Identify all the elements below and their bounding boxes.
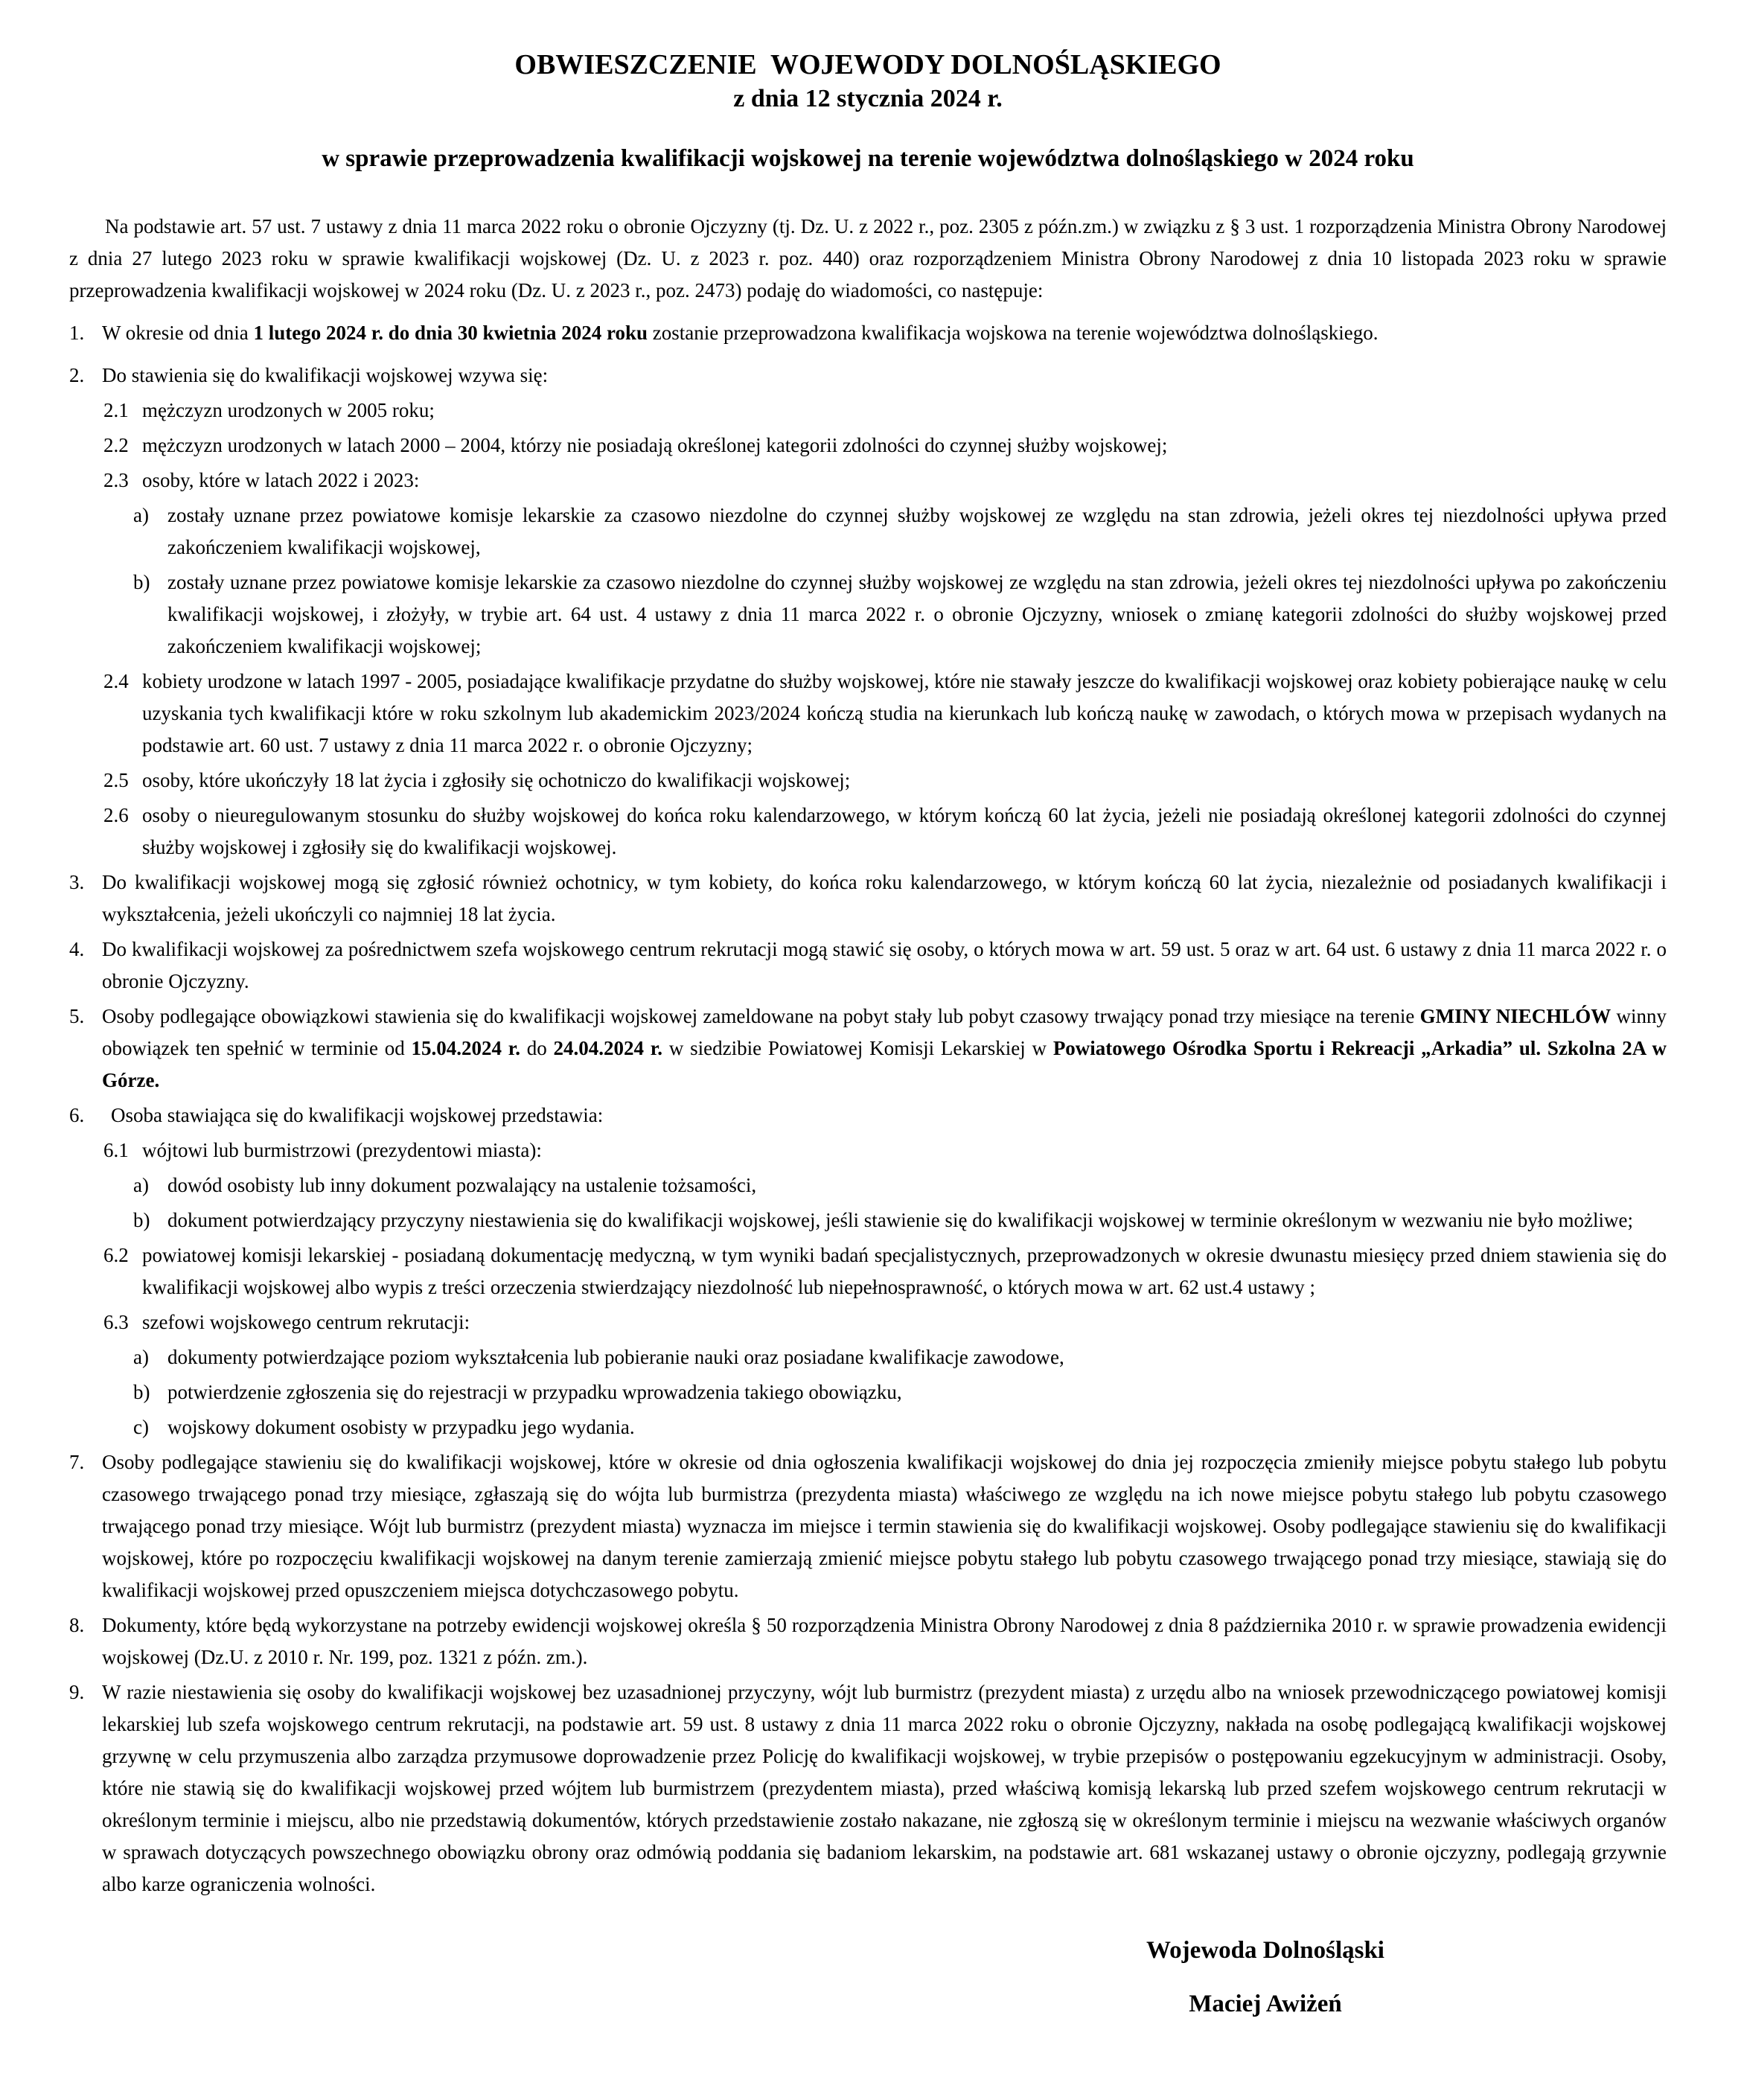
list-item-1 [69, 317, 1667, 349]
list-item-2-6 [103, 800, 1667, 864]
signature-role: Wojewoda Dolnośląski [1146, 1937, 1384, 1964]
item-text: zostanie przeprowadzona kwalifikacja wojskowa na terenie województwa dolnośląskiego. [648, 322, 1379, 344]
item-text: Do kwalifikacji wojskowej za pośrednictwem szefa wojskowego centrum rekrutacji mogą stawić się osoby, o których mowa w art. 59 ust. 5 oraz w art. 64 ust. 6 ustawy z dnia 11 marca 2022 r. o obronie Ojczyzny. [102, 938, 1667, 992]
list-item-2-3 [103, 465, 1667, 497]
list-item-4 [69, 933, 1667, 998]
item-number: 5. [69, 1005, 85, 1027]
item-text: osoby o nieuregulowanym stosunku do służby wojskowej do końca roku kalendarzowego, w którym kończą 60 lat życia, jeżeli nie posiadają określonej kategorii zdolności do czynnej służby wojskowej i zgłosiły się do kwalifikacji wojskowej. [142, 804, 1667, 858]
list-item-9 [69, 1676, 1667, 1900]
intro-paragraph: Na podstawie art. 57 ust. 7 ustawy z dnia 11 marca 2022 roku o obronie Ojczyzny (tj. Dz. U. z 2022 r., poz. 2305 z późn.zm.) w związku z § 3 ust. 1 rozporządzenia Ministra Obrony Narodowej z dnia 27 lutego 2023 roku w sprawie kwalifikacji wojskowej (Dz. U. z 2023 r. poz. 440) oraz rozporządzeniem Ministra Obrony Narodowej z dnia 10 listopada 2023 roku w sprawie przeprowadzenia kwalifikacji wojskowej w 2024 roku (Dz. U. z 2023 r., poz. 2473) podaję do wiadomości, co następuje: [69, 215, 1667, 301]
item-number: 2.2 [103, 434, 129, 456]
item-text-bold: Powiatowego Ośrodka Sportu i Rekreacji „Arkadia” ul. Szkolna 2A w Górze. [102, 1037, 1667, 1091]
list-item-2 [69, 360, 1667, 392]
item-text: Do stawienia się do kwalifikacji wojskowej wzywa się: [102, 364, 549, 386]
item-text: powiatowej komisji lekarskiej - posiadaną dokumentację medyczną, w tym wyniki badań specjalistycznych, przeprowadzonych w okresie dwunastu miesięcy przed dniem stawienia się do kwalifikacji wojskowej albo wypis z treści orzeczenia stwierdzający niezdolność lub niepełnosprawność, o których mowa w art. 62 ust.4 ustawy ; [142, 1244, 1667, 1298]
list-item-6-1-a [133, 1169, 1667, 1201]
item-text: dokumenty potwierdzające poziom wykształcenia lub pobieranie nauki oraz posiadane kwalifikacje zawodowe, [167, 1346, 1064, 1368]
list-item-6-3 [103, 1306, 1667, 1338]
item-number: 2.6 [103, 804, 129, 826]
signature-name: Maciej Awiżeń [1189, 1991, 1342, 2017]
list-item-6-2 [103, 1239, 1667, 1303]
item-text: zostały uznane przez powiatowe komisje lekarskie za czasowo niezdolne do czynnej służby wojskowej ze względu na stan zdrowia, jeżeli okres tej niezdolności upływa po zakończeniu kwalifikacji wojskowej, i złożyły, w trybie art. 64 ust. 4 ustawy z dnia 11 marca 2022 r. o obronie Ojczyzny, wniosek o zmianę kategorii zdolności do służby wojskowej przed zakończeniem kwalifikacji wojskowej; [167, 571, 1667, 657]
item-text: W razie niestawienia się osoby do kwalifikacji wojskowej bez uzasadnionej przyczyny, wójt lub burmistrz (prezydent miasta) z urzędu albo na wniosek przewodniczącego powiatowej komisji lekarskiej lub szefa wojskowego centrum rekrutacji, na podstawie art. 59 ust. 8 ustawy z dnia 11 marca 2022 roku o obronie Ojczyzny, nakłada na osobę podlegającą kwalifikacji wojskowej grzywnę w celu przymuszenia albo zarządza przymusowe doprowadzenie przez Policję do kwalifikacji wojskowej, w trybie przepisów o postępowaniu egzekucyjnym w administracji. Osoby, które nie stawią się do kwalifikacji wojskowej przed wójtem lub burmistrzem (prezydentem miasta), przed właściwą komisją lekarską lub przed szefem wojskowego centrum rekrutacji w określonym terminie i miejscu, albo nie przedstawią dokumentów, których przedstawienie zostało nakazane, nie zgłoszą się w określonym terminie i miejscu na wezwanie właściwych organów w sprawach dotyczących powszechnego obowiązku obrony oraz odmówią poddania się badaniom lekarskim, na podstawie art. 681 wskazanej ustawy o obronie ojczyzny, podlegają grzywnie albo karze ograniczenia wolności. [102, 1681, 1667, 1895]
item-text: Osoby podlegające stawieniu się do kwalifikacji wojskowej, które w okresie od dnia ogłoszenia kwalifikacji wojskowej do dnia jej rozpoczęcia zmieniły miejsce pobytu stałego lub pobytu czasowego trwającego ponad trzy miesiące, zgłaszają się do wójta lub burmistrza (prezydenta miasta) właściwego ze względu na ich nowe miejsce pobytu stałego lub pobytu czasowego trwającego ponad trzy miesiące. Wójt lub burmistrz (prezydent miasta) wyznacza im miejsce i termin stawienia się do kwalifikacji wojskowej. Osoby podlegające stawieniu się do kwalifikacji wojskowej, które po rozpoczęciu kwalifikacji wojskowej na danym terenie zamierzają zmienić miejsce pobytu stałego lub pobytu czasowego trwającego ponad trzy miesiące, stawiają się do kwalifikacji wojskowej przed opuszczeniem miejsca dotychczasowego pobytu. [102, 1451, 1667, 1601]
item-number: a) [133, 1346, 149, 1368]
list-item-6 [69, 1100, 1667, 1132]
item-number: b) [133, 1209, 150, 1231]
item-number: 6.2 [103, 1244, 129, 1266]
item-number: b) [133, 1381, 150, 1403]
list-item-2-3-a [133, 500, 1667, 564]
signature-block [1042, 1935, 1489, 2020]
list-item-5 [69, 1000, 1667, 1097]
item-text: do [520, 1037, 554, 1059]
item-number: 2. [69, 364, 85, 386]
item-number: 1. [69, 322, 85, 344]
item-text: kobiety urodzone w latach 1997 - 2005, posiadające kwalifikacje przydatne do służby wojskowej, które nie stawały jeszcze do kwalifikacji wojskowej oraz kobiety pobierające naukę w celu uzyskania tych kwalifikacji które w roku szkolnym lub akademickim 2023/2024 kończą studia na kierunkach lub kończą naukę w zawodach, o których mowa w przepisach wydanych na podstawie art. 60 ust. 7 ustawy z dnia 11 marca 2022 r. o obronie Ojczyzny; [142, 670, 1667, 756]
item-number: 2.3 [103, 469, 129, 491]
item-number: a) [133, 1174, 149, 1196]
item-number: 2.4 [103, 670, 129, 692]
item-text-bold: 15.04.2024 r. [411, 1037, 520, 1059]
item-number: 6.3 [103, 1311, 129, 1333]
list-item-2-5 [103, 765, 1667, 797]
list-item-6-3-b [133, 1376, 1667, 1408]
item-text-bold: 1 lutego 2024 r. do dnia 30 kwietnia 2024 roku [253, 322, 648, 344]
list-item-6-3-a [133, 1341, 1667, 1373]
item-number: 8. [69, 1614, 85, 1636]
list-item-6-1 [103, 1134, 1667, 1167]
item-text: Osoba stawiająca się do kwalifikacji wojskowej przedstawia: [111, 1104, 604, 1126]
item-number: 6. [69, 1104, 85, 1126]
item-text: szefowi wojskowego centrum rekrutacji: [142, 1311, 470, 1333]
document-title: OBWIESZCZENIE WOJEWODY DOLNOŚLĄSKIEGO [514, 49, 1221, 80]
item-text: mężczyzn urodzonych w latach 2000 – 2004, którzy nie posiadają określonej kategorii zdolności do czynnej służby wojskowej; [142, 434, 1168, 456]
item-text: potwierdzenie zgłoszenia się do rejestracji w przypadku wprowadzenia takiego obowiązku, [167, 1381, 902, 1403]
list-item-6-1-b [133, 1204, 1667, 1236]
item-text-bold: 24.04.2024 r. [553, 1037, 663, 1059]
item-text: mężczyzn urodzonych w 2005 roku; [142, 399, 435, 421]
list-item-3 [69, 867, 1667, 931]
item-number: 2.5 [103, 769, 129, 791]
list-item-2-3-b [133, 567, 1667, 663]
list-item-7 [69, 1446, 1667, 1606]
list-item-8 [69, 1609, 1667, 1673]
item-number: 6.1 [103, 1139, 129, 1161]
item-text: osoby, które w latach 2022 i 2023: [142, 469, 420, 491]
item-text: Dokumenty, które będą wykorzystane na potrzeby ewidencji wojskowej określa § 50 rozporządzenia Ministra Obrony Narodowej z dnia 8 października 2010 r. w sprawie prowadzenia ewidencji wojskowej (Dz.U. z 2010 r. Nr. 199, poz. 1321 z późn. zm.). [102, 1614, 1667, 1668]
item-text: winny obowiązek ten spełnić w terminie od [102, 1005, 1667, 1059]
item-text: wojskowy dokument osobisty w przypadku jego wydania. [167, 1416, 635, 1438]
item-number: b) [133, 571, 150, 593]
document-subject: w sprawie przeprowadzenia kwalifikacji wojskowej na terenie województwa dolnośląskiego w 2024 roku [322, 145, 1414, 172]
item-number: c) [133, 1416, 149, 1438]
item-text: W okresie od dnia [102, 322, 254, 344]
item-text-bold: GMINY NIECHLÓW [1419, 1005, 1611, 1027]
item-text: Do kwalifikacji wojskowej mogą się zgłosić również ochotnicy, w tym kobiety, do końca roku kalendarzowego, w którym kończą 60 lat życia, niezależnie od posiadanych kwalifikacji i wykształcenia, jeżeli ukończyli co najmniej 18 lat życia. [102, 871, 1667, 925]
list-item-2-1 [103, 395, 1667, 427]
list-item-6-3-c [133, 1411, 1667, 1443]
item-number: 3. [69, 871, 85, 893]
item-number: 4. [69, 938, 85, 960]
item-text: zostały uznane przez powiatowe komisje lekarskie za czasowo niezdolne do czynnej służby wojskowej ze względu na stan zdrowia, jeżeli okres tej niezdolności upływa przed zakończeniem kwalifikacji wojskowej, [167, 504, 1667, 558]
item-text: Osoby podlegające obowiązkowi stawienia się do kwalifikacji wojskowej zameldowane na pobyt stały lub pobyt czasowy trwający ponad trzy miesiące na terenie [102, 1005, 1420, 1027]
item-text: w siedzibie Powiatowej Komisji Lekarskiej w [662, 1037, 1053, 1059]
item-text: osoby, które ukończyły 18 lat życia i zgłosiły się ochotniczo do kwalifikacji wojskowej; [142, 769, 851, 791]
item-number: 9. [69, 1681, 85, 1703]
item-number: a) [133, 504, 149, 526]
item-number: 7. [69, 1451, 85, 1473]
item-text: wójtowi lub burmistrzowi (prezydentowi miasta): [142, 1139, 542, 1161]
item-text: dowód osobisty lub inny dokument pozwalający na ustalenie tożsamości, [167, 1174, 757, 1196]
document-date: z dnia 12 stycznia 2024 r. [733, 85, 1003, 112]
list-item-2-2 [103, 430, 1667, 462]
list-item-2-4 [103, 666, 1667, 762]
item-number: 2.1 [103, 399, 129, 421]
item-text: dokument potwierdzający przyczyny niestawienia się do kwalifikacji wojskowej, jeśli stawienie się do kwalifikacji wojskowej w terminie określonym w wezwaniu nie było możliwe; [167, 1209, 1633, 1231]
